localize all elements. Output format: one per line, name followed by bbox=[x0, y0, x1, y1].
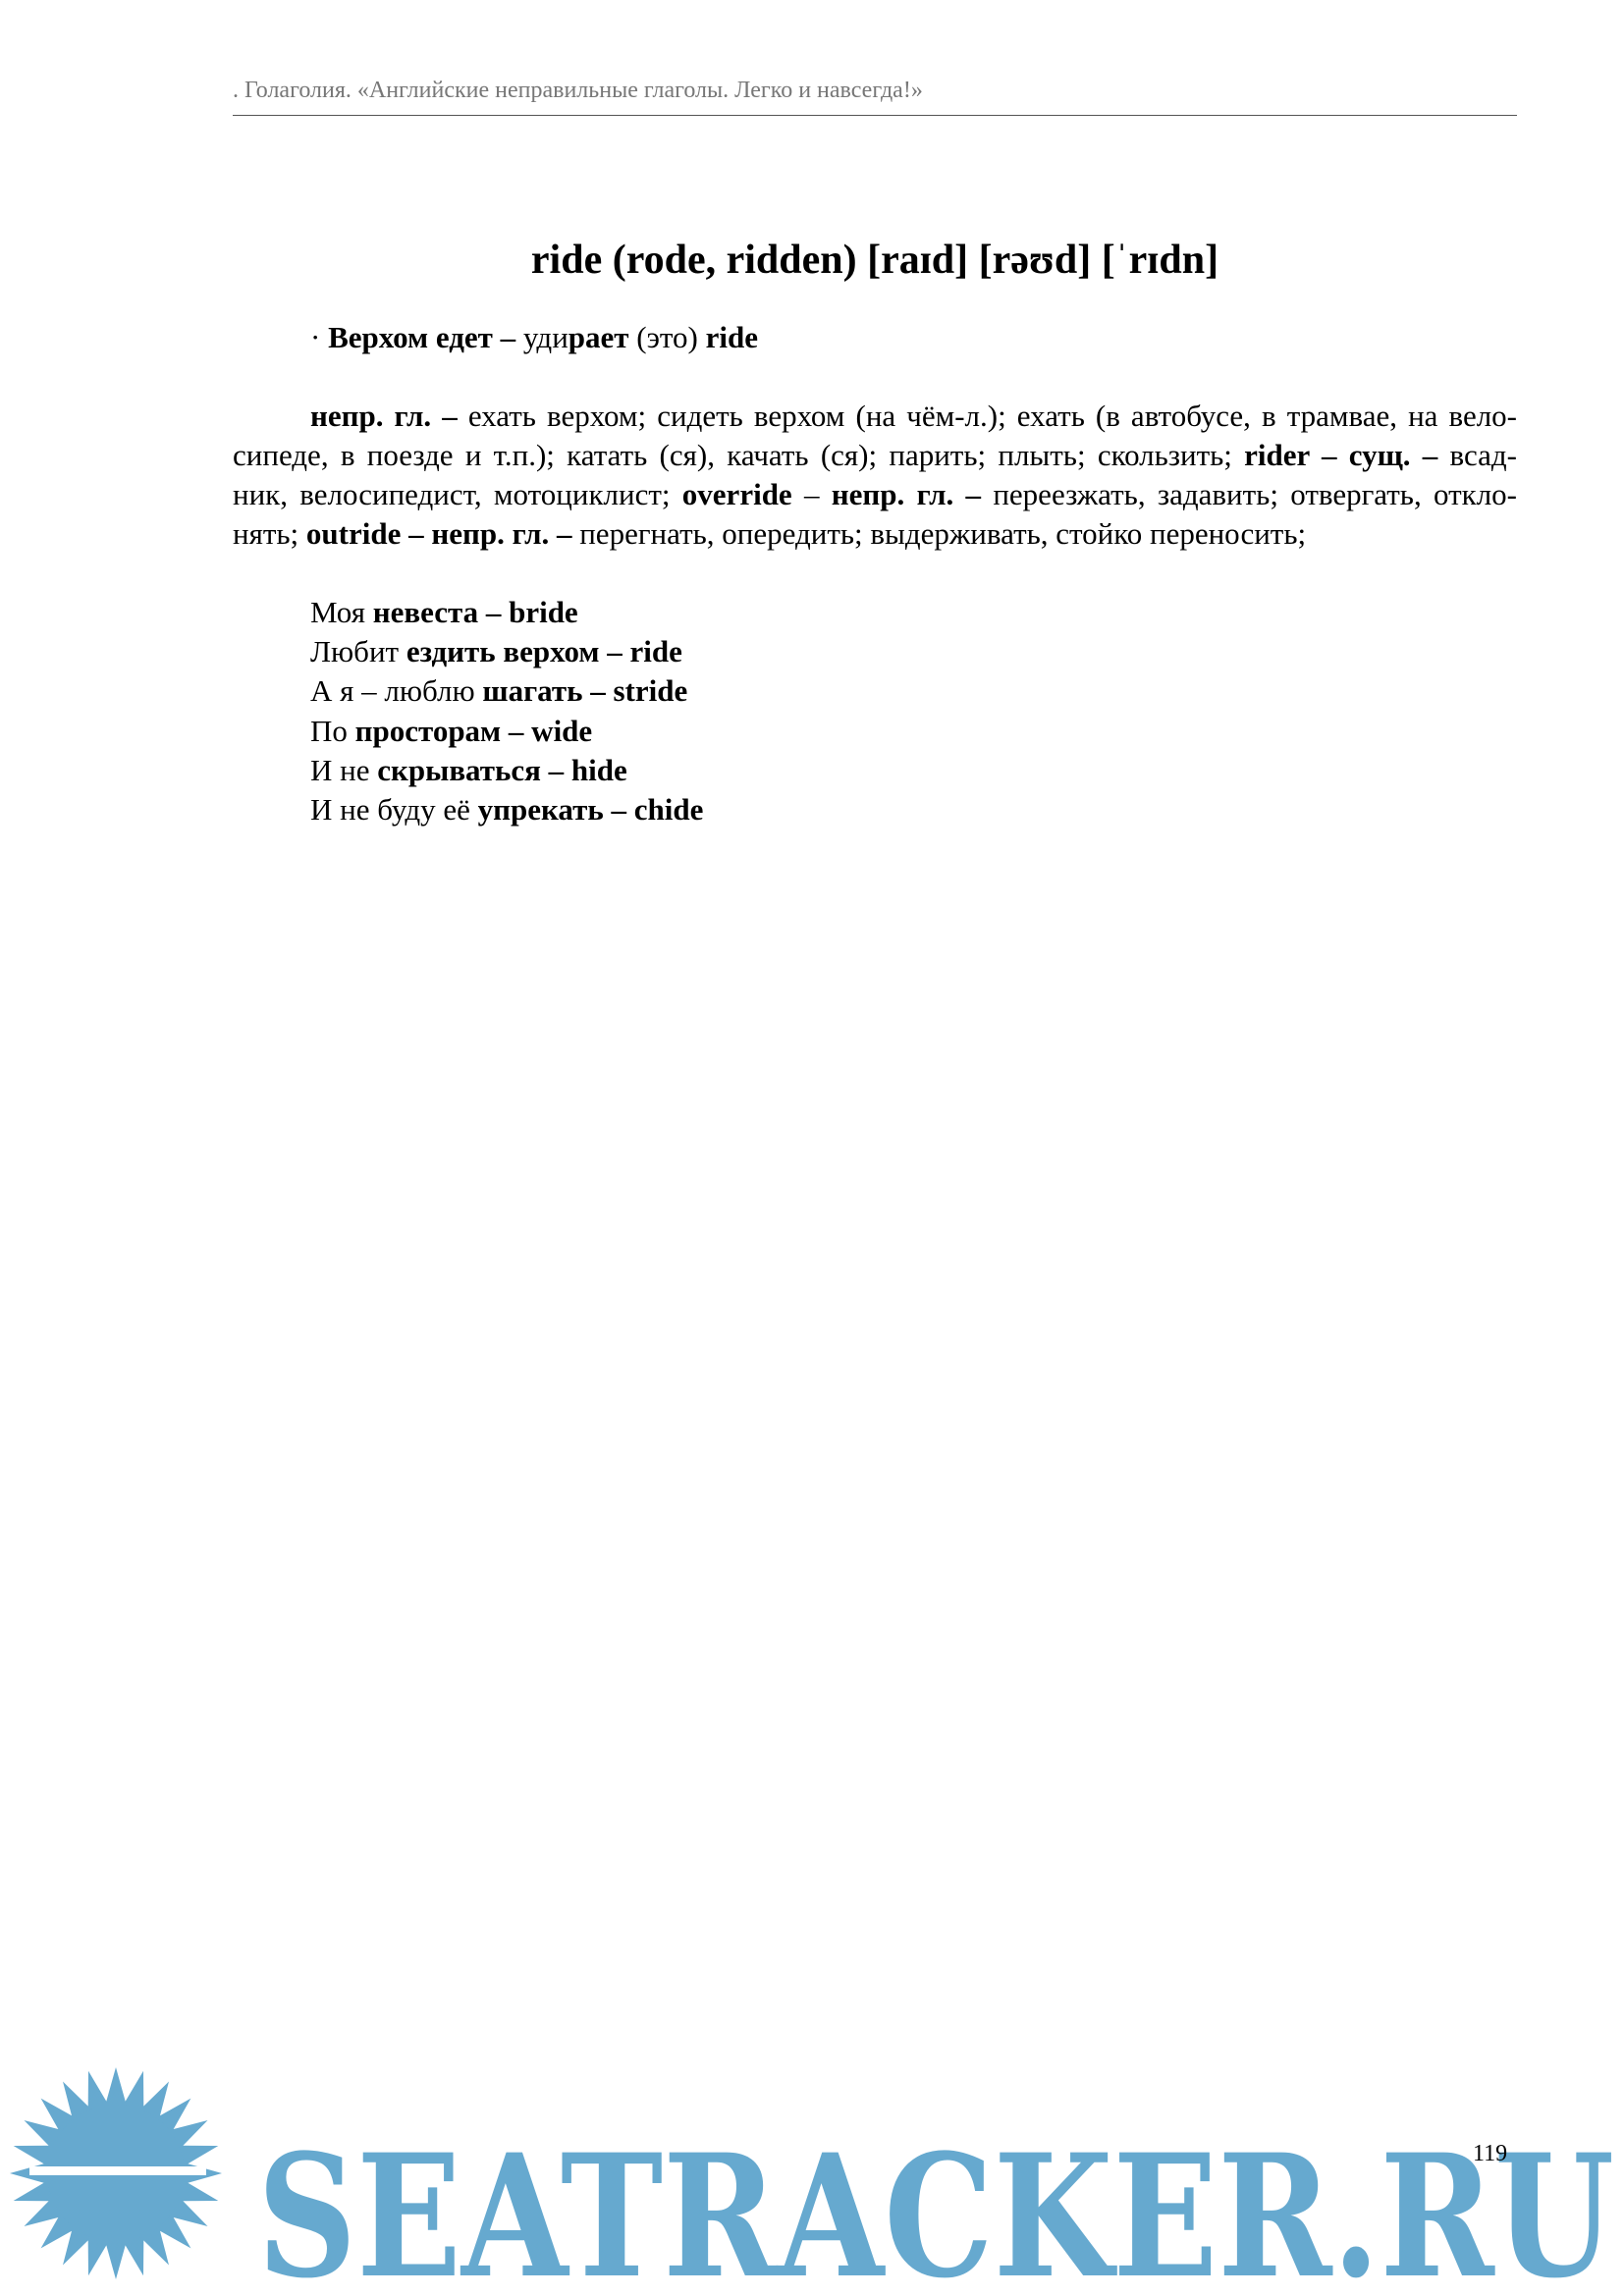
definition-text: ник, велосипедист, мотоциклист; bbox=[233, 477, 682, 511]
mnemonic-poem bbox=[310, 593, 703, 829]
page-number: 119 bbox=[1473, 2141, 1508, 2166]
entry-title: ride (rode, ridden) [raɪd] [rəʊd] [ˈrɪdn] bbox=[530, 238, 1219, 283]
poem-bold-text: ездить верхом – ride bbox=[406, 634, 682, 669]
poem-line bbox=[310, 632, 703, 671]
poem-line bbox=[310, 593, 703, 632]
poem-plain-text: И не bbox=[310, 752, 378, 787]
poem-plain-text: По bbox=[310, 713, 355, 748]
mnemonic-bold-2: рает bbox=[568, 320, 629, 354]
mnemonic-plain-1: уди bbox=[515, 320, 568, 354]
mnemonic-line bbox=[310, 318, 758, 357]
definition-term: непр. гл. – bbox=[310, 399, 458, 433]
definition-text: ехать верхом; сидеть верхом (на чём-л.); ехать (в автобусе, в трамвае, на вело- bbox=[457, 399, 1518, 433]
definition-term: непр. гл. – bbox=[831, 477, 982, 511]
definition-text: перегнать, опередить; выдерживать, стойко переносить; bbox=[571, 516, 1307, 551]
poem-bold-text: упрекать – chide bbox=[477, 792, 704, 828]
definition-term: override bbox=[681, 477, 792, 511]
mnemonic-bullet: · bbox=[310, 320, 329, 354]
poem-plain-text: Моя bbox=[310, 595, 373, 629]
poem-bold-text: шагать – stride bbox=[482, 673, 688, 709]
watermark bbox=[0, 2056, 1624, 2296]
poem-plain-text: Любит bbox=[310, 634, 406, 669]
definition-line bbox=[233, 514, 1517, 554]
definition-text: всад- bbox=[1437, 438, 1518, 472]
mnemonic-bold-3: ride bbox=[705, 320, 758, 354]
poem-plain-text: А я – люблю bbox=[310, 673, 483, 709]
poem-line bbox=[310, 671, 703, 711]
mnemonic-bold-1: Верхом едет – bbox=[328, 320, 516, 354]
definition-line bbox=[233, 436, 1517, 475]
watermark-text: SEATRACKER.RU bbox=[257, 2116, 1614, 2296]
definition-text: – bbox=[791, 477, 832, 511]
poem-line bbox=[310, 712, 703, 751]
poem-bold-text: скрываться – hide bbox=[377, 752, 627, 787]
sun-icon bbox=[10, 2067, 222, 2279]
definition-paragraph bbox=[233, 397, 1517, 554]
poem-plain-text: И не буду её bbox=[310, 792, 478, 828]
mnemonic-plain-2: (это) bbox=[628, 320, 706, 354]
poem-line bbox=[310, 751, 703, 790]
definition-line bbox=[233, 475, 1517, 514]
running-header: . Голаголия. «Английские неправильные глаголы. Легко и навсегда!» bbox=[233, 78, 923, 103]
poem-bold-text: просторам – wide bbox=[354, 713, 593, 748]
definition-text: сипеде, в поезде и т.п.); катать (ся), качать (ся); парить; плыть; скользить; bbox=[233, 438, 1245, 472]
poem-line bbox=[310, 790, 703, 829]
definition-text: переезжать, задавить; отвергать, откло- bbox=[981, 477, 1517, 511]
definition-line bbox=[233, 397, 1517, 436]
definition-term: outride – непр. гл. – bbox=[305, 516, 572, 551]
definition-term: rider – сущ. – bbox=[1244, 438, 1438, 472]
definition-text: нять; bbox=[233, 516, 306, 551]
poem-bold-text: невеста – bride bbox=[372, 595, 578, 629]
header-rule bbox=[233, 115, 1517, 116]
